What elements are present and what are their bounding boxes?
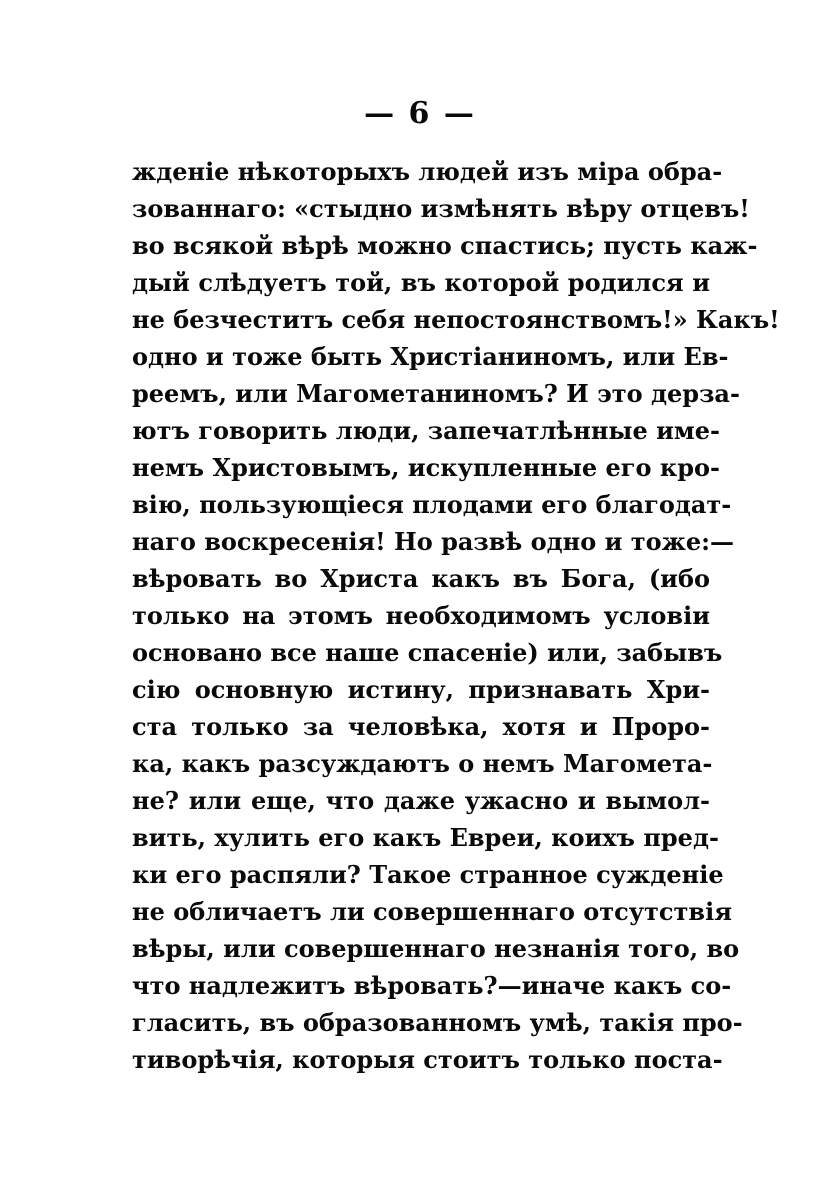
- text-line: ста только за человѣка, хотя и Проро-: [132, 712, 710, 741]
- text-line: сію основную истину, признавать Хри-: [132, 675, 710, 704]
- text-line: тиворѣчія, которыя стоитъ только поста-: [132, 1045, 723, 1074]
- text-line: жденіе нѣкоторыхъ людей изъ міра обра-: [132, 157, 723, 186]
- text-line: не безчеститъ себя непостоянствомъ!» Какъ!: [132, 305, 780, 334]
- text-line: ютъ говорить люди, запечатлѣнные име-: [132, 416, 720, 445]
- text-line: дый слѣдуетъ той, въ которой родился и: [132, 268, 710, 297]
- text-line: основано все наше спасеніе) или, забывъ: [132, 638, 723, 667]
- text-line: наго воскресенія! Но развѣ одно и тоже:—: [132, 527, 734, 556]
- page-number: — 6 —: [364, 96, 476, 131]
- text-line: реемъ, или Магометаниномъ? И это дерза-: [132, 379, 740, 408]
- text-line: что надлежитъ вѣровать?—иначе какъ со-: [132, 971, 732, 1000]
- text-line: ки его распяли? Такое странное сужденіе: [132, 860, 724, 889]
- text-line: ка, какъ разсуждаютъ о немъ Магомета-: [132, 749, 713, 778]
- text-line: вить, хулить его какъ Евреи, коихъ пред-: [132, 823, 719, 852]
- text-line: только на этомъ необходимомъ условіи: [132, 601, 710, 630]
- body-text: [132, 153, 780, 1078]
- text-line: вѣровать во Христа какъ въ Бога, (ибо: [132, 564, 710, 593]
- text-line: не обличаетъ ли совершеннаго отсутствія: [132, 897, 732, 926]
- text-line: во всякой вѣрѣ можно спастись; пусть каж-: [132, 231, 758, 260]
- text-line: вѣры, или совершеннаго незнанія того, во: [132, 934, 740, 963]
- text-line: вію, пользующіеся плодами его благодат-: [132, 490, 732, 519]
- text-line: немъ Христовымъ, искупленные его кро-: [132, 453, 720, 482]
- text-line: не? или еще, что даже ужасно и вымол-: [132, 786, 710, 815]
- text-line: одно и тоже быть Христіаниномъ, или Ев-: [132, 342, 729, 371]
- text-line: зованнаго: «стыдно измѣнять вѣру отцевъ!: [132, 194, 750, 223]
- text-line: гласить, въ образованномъ умѣ, такія про-: [132, 1008, 743, 1037]
